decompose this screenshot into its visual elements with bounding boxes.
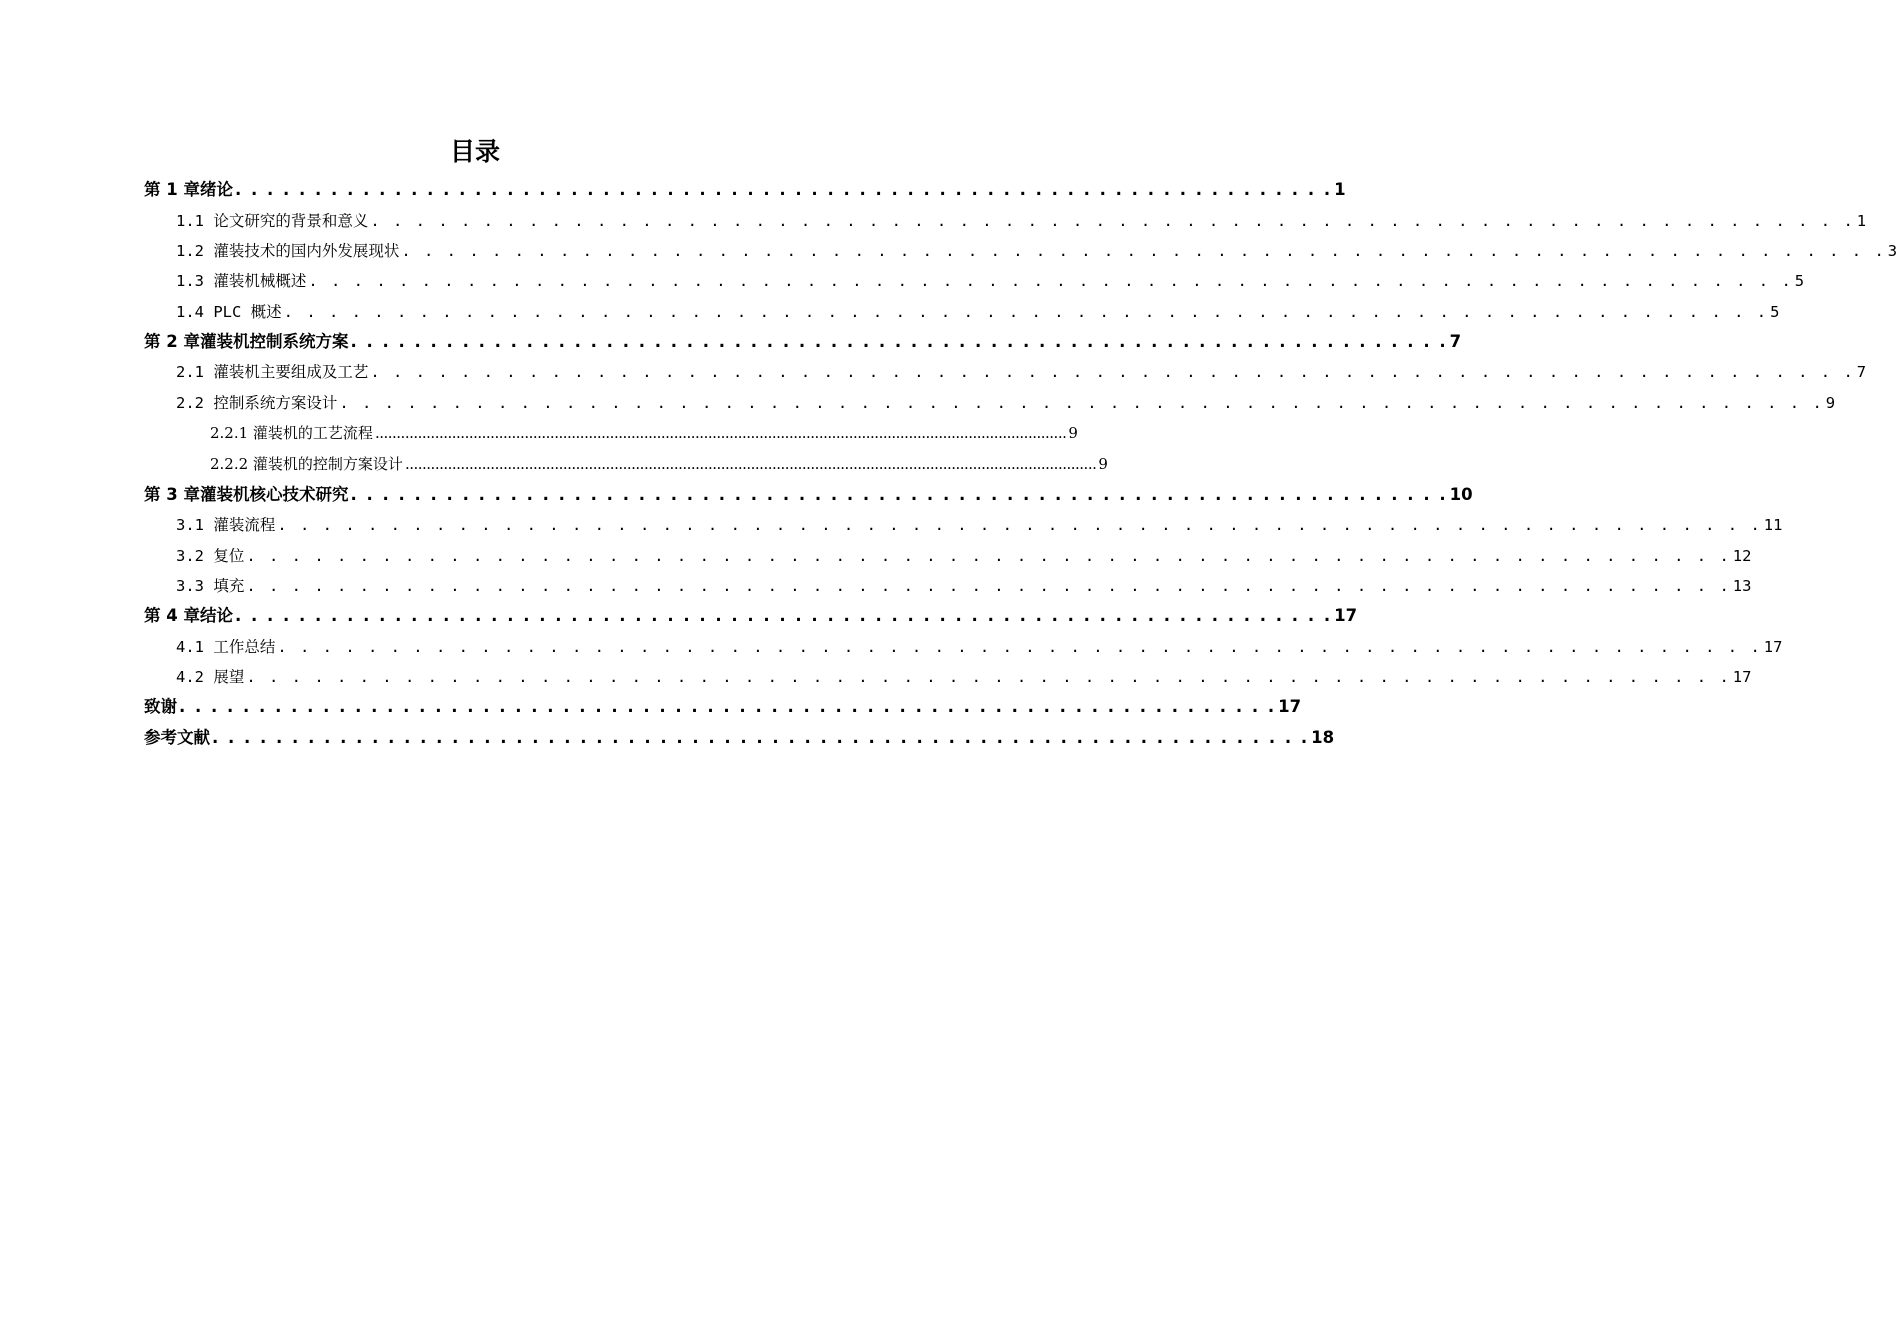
toc-entry-label: 3.1 灌装流程 [176, 516, 276, 534]
toc-entry-page: 1 [1856, 212, 1867, 230]
toc-entry-page: 17 [1278, 697, 1302, 716]
toc-entry-label: 2.1 灌装机主要组成及工艺 [176, 363, 369, 381]
toc-entry-label: 1.2 灌装技术的国内外发展现状 [176, 242, 400, 260]
toc-entry-page: 7 [1856, 363, 1867, 381]
toc-entry-label: 第 2 章灌装机控制系统方案 [144, 332, 349, 351]
toc-entry-section-1-4[interactable] [176, 299, 1780, 323]
toc-leader-dots: . . . . . . . . . . . . . . . . . . . . . . . . . . . . . . . . . . . . . . . . . . . . . . . . . . . . . . . . . . . . . . . . . . [370, 212, 1855, 230]
toc-leader-dots: .................................................................................................................................................................. [404, 455, 1097, 473]
toc-leader-dots: . . . . . . . . . . . . . . . . . . . . . . . . . . . . . . . . . . . . . . . . . . . . . . . . . . . . . . . . . . . . . . . . . . [277, 638, 1762, 656]
toc-leader-dots: . . . . . . . . . . . . . . . . . . . . . . . . . . . . . . . . . . . . . . . . . . . . . . . . . . . . . . . . . . . . . . . . . . [339, 394, 1824, 412]
toc-entry-label: 1.1 论文研究的背景和意义 [176, 212, 369, 230]
toc-entry-page: 10 [1449, 485, 1473, 504]
toc-entry-subsection-2-2-2[interactable] [210, 451, 1108, 475]
toc-entry-section-4-1[interactable] [176, 634, 1783, 658]
toc-leader-dots: . . . . . . . . . . . . . . . . . . . . . . . . . . . . . . . . . . . . . . . . . . . . . . . . . . . . . . . . . . . . . . . . . . [246, 577, 1731, 595]
toc-entry-chapter-1[interactable] [144, 177, 1346, 201]
toc-entry-chapter-3[interactable] [144, 482, 1473, 506]
toc-entry-label: 2.2.2 灌装机的控制方案设计 [210, 455, 403, 473]
toc-entry-label: 4.1 工作总结 [176, 638, 276, 656]
toc-entry-subsection-2-2-1[interactable] [210, 420, 1078, 444]
toc-leader-dots: . . . . . . . . . . . . . . . . . . . . . . . . . . . . . . . . . . . . . . . . . . . . . . . . . . . . . . . . . . . . . . . . . . . . . [234, 180, 1333, 199]
toc-entry-page: 5 [1794, 272, 1805, 290]
toc-leader-dots: . . . . . . . . . . . . . . . . . . . . . . . . . . . . . . . . . . . . . . . . . . . . . . . . . . . . . . . . . . . . . . . . . . [370, 363, 1855, 381]
toc-entry-label: 2.2.1 灌装机的工艺流程 [210, 424, 373, 442]
toc-entry-acknowledgements[interactable] [144, 694, 1302, 718]
toc-entry-label: 第 3 章灌装机核心技术研究 [144, 485, 349, 504]
toc-entry-page: 12 [1732, 547, 1752, 565]
toc-entry-page: 17 [1732, 668, 1752, 686]
toc-entry-page: 5 [1770, 303, 1780, 321]
toc-entry-page: 11 [1763, 516, 1783, 534]
toc-entry-section-2-1[interactable] [176, 359, 1867, 383]
toc-entry-section-3-1[interactable] [176, 512, 1783, 536]
toc-entry-section-1-1[interactable] [176, 208, 1867, 232]
toc-entry-references[interactable] [144, 725, 1335, 749]
toc-leader-dots: . . . . . . . . . . . . . . . . . . . . . . . . . . . . . . . . . . . . . . . . . . . . . . . . . . . . . . . . . . . . . . . . . . . . . [350, 332, 1448, 351]
toc-leader-dots: . . . . . . . . . . . . . . . . . . . . . . . . . . . . . . . . . . . . . . . . . . . . . . . . . . . . . . . . . . . . . . . . . . [283, 303, 1769, 321]
toc-entry-label: 1.3 灌装机械概述 [176, 272, 307, 290]
toc-entry-label: 4.2 展望 [176, 668, 245, 686]
toc-entry-label: 第 4 章结论 [144, 606, 233, 625]
toc-leader-dots: . . . . . . . . . . . . . . . . . . . . . . . . . . . . . . . . . . . . . . . . . . . . . . . . . . . . . . . . . . . . . . . . . . . . . [179, 697, 1277, 716]
toc-leader-dots: . . . . . . . . . . . . . . . . . . . . . . . . . . . . . . . . . . . . . . . . . . . . . . . . . . . . . . . . . . . . . . . . . . . . . [212, 728, 1310, 747]
toc-leader-dots: . . . . . . . . . . . . . . . . . . . . . . . . . . . . . . . . . . . . . . . . . . . . . . . . . . . . . . . . . . . . . . . . . . [246, 668, 1731, 686]
toc-entry-section-1-2[interactable] [176, 238, 1897, 262]
toc-entry-chapter-4[interactable] [144, 603, 1358, 627]
toc-entry-page: 1 [1334, 180, 1346, 199]
toc-entry-section-4-2[interactable] [176, 664, 1752, 688]
toc-leader-dots: . . . . . . . . . . . . . . . . . . . . . . . . . . . . . . . . . . . . . . . . . . . . . . . . . . . . . . . . . . . . . . . . . . [401, 242, 1886, 260]
toc-entry-page: 9 [1098, 455, 1108, 473]
toc-entry-chapter-2[interactable] [144, 329, 1462, 353]
toc-entry-page: 7 [1449, 332, 1462, 351]
toc-entry-page: 13 [1732, 577, 1752, 595]
toc-leader-dots: .................................................................................................................................................................. [374, 424, 1067, 442]
toc-entry-label: 第 1 章绪论 [144, 180, 233, 199]
toc-entry-page: 9 [1068, 424, 1078, 442]
toc-entry-label: 2.2 控制系统方案设计 [176, 394, 338, 412]
toc-entry-section-1-3[interactable] [176, 268, 1805, 292]
toc-entry-page: 17 [1334, 606, 1358, 625]
toc-leader-dots: . . . . . . . . . . . . . . . . . . . . . . . . . . . . . . . . . . . . . . . . . . . . . . . . . . . . . . . . . . . . . . . . . . [308, 272, 1793, 290]
toc-entry-label: 致谢 [144, 697, 177, 716]
toc-entry-section-3-3[interactable] [176, 573, 1752, 597]
toc-entry-label: 参考文献 [144, 728, 210, 747]
toc-entry-section-3-2[interactable] [176, 543, 1752, 567]
toc-entry-page: 18 [1311, 728, 1335, 747]
toc-entry-label: 3.2 复位 [176, 547, 245, 565]
toc-entry-page: 17 [1763, 638, 1783, 656]
toc-leader-dots: . . . . . . . . . . . . . . . . . . . . . . . . . . . . . . . . . . . . . . . . . . . . . . . . . . . . . . . . . . . . . . . . . . . . . [234, 606, 1333, 625]
toc-leader-dots: . . . . . . . . . . . . . . . . . . . . . . . . . . . . . . . . . . . . . . . . . . . . . . . . . . . . . . . . . . . . . . . . . . . . . [350, 485, 1448, 504]
toc-leader-dots: . . . . . . . . . . . . . . . . . . . . . . . . . . . . . . . . . . . . . . . . . . . . . . . . . . . . . . . . . . . . . . . . . . [246, 547, 1731, 565]
toc-entry-section-2-2[interactable] [176, 390, 1836, 414]
toc-entry-label: 1.4 PLC 概述 [176, 303, 282, 321]
toc-entry-page: 9 [1825, 394, 1836, 412]
toc-entry-page: 3 [1887, 242, 1897, 260]
toc-entry-label: 3.3 填充 [176, 577, 245, 595]
toc-leader-dots: . . . . . . . . . . . . . . . . . . . . . . . . . . . . . . . . . . . . . . . . . . . . . . . . . . . . . . . . . . . . . . . . . . [277, 516, 1762, 534]
toc-title: 目录 [449, 137, 500, 166]
